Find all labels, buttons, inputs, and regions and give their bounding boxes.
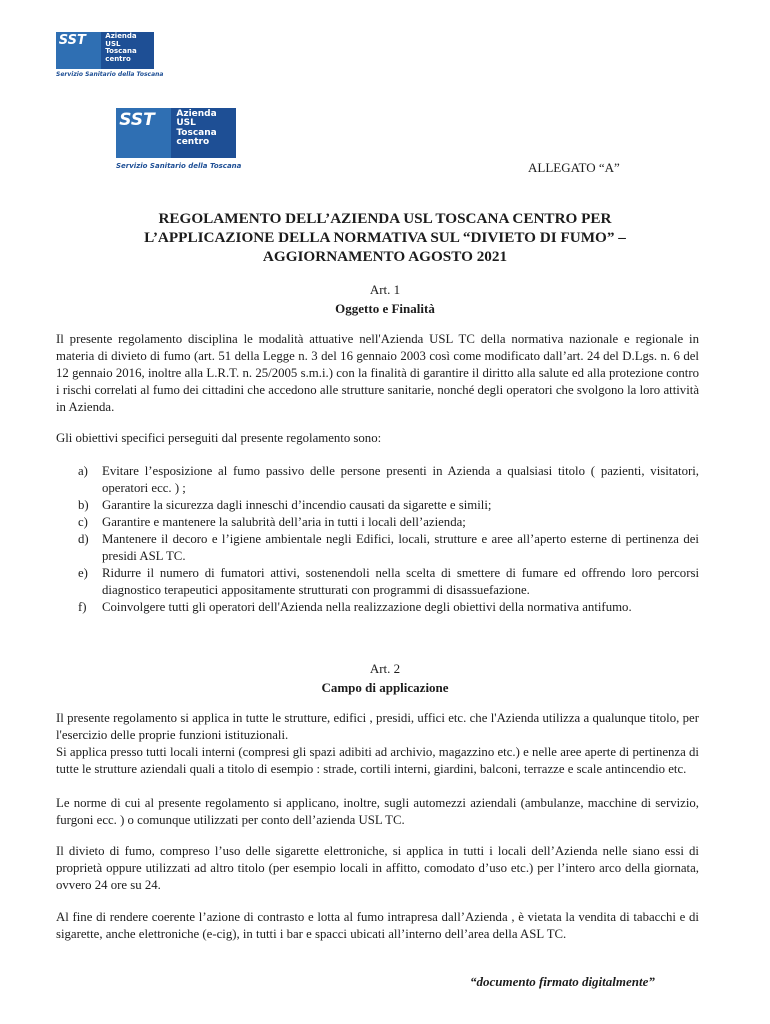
logo-tagline: Servizio Sanitario della Toscana bbox=[116, 162, 242, 170]
objectives-lead: Gli obiettivi specifici perseguiti dal presente regolamento sono: bbox=[56, 431, 382, 445]
objective-item: Evitare l’esposizione al fumo passivo delle persone presenti in Azienda a qualsiasi titolo ( pazienti, visitatori, operatori ecc. ) ; bbox=[102, 464, 699, 495]
objective-item: Coinvolgere tutti gli operatori dell'Azienda nella realizzazione degli obiettivi della normativa antifumo. bbox=[102, 600, 632, 614]
art2-heading: Campo di applicazione bbox=[321, 680, 449, 695]
art2-paragraph-3: Le norme di cui al presente regolamento si applicano, inoltre, sugli automezzi aziendali (ambulanze, macchine di servizio, furgoni ecc. ) o comunque utilizzati per conto dell’azienda USL TC. bbox=[56, 796, 699, 827]
digital-signature-note: “documento firmato digitalmente” bbox=[470, 974, 655, 989]
art1-intro: Il presente regolamento disciplina le modalità attuative nell'Azienda USL TC della normativa nazionale e regionale in materia di divieto di fumo (art. 51 della Legge n. 3 del 16 gennaio 2003 così come modificato dall’art. 24 del D.Lgs. n. 6 del 12 gennaio 2016, inoltre alla L.R.T. n. 25/2005 s.m.i.) con la finalità di garantire il diritto alla salute ed alla protezione contro i rischi correlati al fumo dei cittadini che accedono alle strutture sanitarie, nonché degli operatori che svolgono la loro attività in Azienda. bbox=[56, 332, 699, 414]
title-line: REGOLAMENTO DELL’AZIENDA USL TOSCANA CENTRO PER bbox=[158, 210, 612, 227]
art2-paragraph-2: Si applica presso tutti locali interni (compresi gli spazi adibiti ad archivio, magazzino etc.) e nelle aree aperte di pertinenza di tutte le strutture aziendali quali a titolo di esempio : strade, cortili interni, giardini, balconi, terrazze e scale antincendio etc. bbox=[56, 745, 699, 776]
logo-main bbox=[116, 108, 242, 170]
objective-item: Ridurre il numero di fumatori attivi, sostenendoli nella scelta di smettere di fumare ed offrendo loro percorsi diagnostico terapeutici appositamente strutturati con programmi di disassuefazione. bbox=[102, 566, 699, 597]
art2-paragraph-5: Al fine di rendere coerente l’azione di contrasto e lotta al fumo intrapresa dall’Azienda , è vietata la vendita di tabacchi e di sigarette, anche elettroniche (e-cig), in tutti i bar e spacci ubicati all’interno dell’area della ASL TC. bbox=[56, 910, 699, 941]
allegato-label: ALLEGATO “A” bbox=[528, 160, 620, 175]
title-line: L’APPLICAZIONE DELLA NORMATIVA SUL “DIVIETO DI FUMO” – bbox=[144, 229, 626, 246]
objective-letter: a) bbox=[78, 464, 88, 478]
logo-line: USL bbox=[105, 39, 121, 48]
art1-heading: Oggetto e Finalità bbox=[335, 301, 435, 316]
objective-letter: c) bbox=[78, 515, 88, 529]
logo-sst-block bbox=[116, 108, 171, 158]
logo-azienda-block bbox=[101, 32, 154, 69]
objective-item: Mantenere il decoro e l’igiene ambientale negli Edifici, locali, strutture e aree all’aperto esterne di pertinenza dei presidi ASL TC. bbox=[102, 532, 699, 563]
logo-line: Toscana bbox=[176, 127, 217, 138]
art2-number: Art. 2 bbox=[369, 661, 401, 676]
logo-line: centro bbox=[105, 54, 131, 63]
logo-line: Azienda bbox=[105, 32, 137, 41]
art1-number: Art. 1 bbox=[369, 282, 401, 297]
logo-sst-text: SST bbox=[119, 109, 155, 130]
logo-line: USL bbox=[176, 118, 196, 129]
document-title bbox=[60, 209, 710, 266]
logo-sst-block bbox=[56, 32, 101, 69]
logo-sst-text: SST bbox=[58, 33, 86, 49]
logo-azienda-block bbox=[171, 108, 236, 158]
title-line: AGGIORNAMENTO AGOSTO 2021 bbox=[262, 248, 508, 265]
objective-item: Garantire e mantenere la salubrità dell’aria in tutti i locali dell’azienda; bbox=[102, 515, 466, 529]
logo-line: Azienda bbox=[176, 108, 217, 119]
objective-letter: d) bbox=[78, 532, 89, 546]
objective-item: Garantire la sicurezza dagli inneschi d’incendio causati da sigarette e simili; bbox=[102, 498, 492, 512]
objective-letter: b) bbox=[78, 498, 89, 512]
art2-paragraph-1: Il presente regolamento si applica in tutte le strutture, edifici , presidi, uffici etc. che l'Azienda utilizza a qualunque titolo, per l'esercizio delle proprie funzioni istituzionali. bbox=[56, 711, 699, 742]
logo-tagline: Servizio Sanitario della Toscana bbox=[56, 71, 164, 78]
objective-letter: e) bbox=[78, 566, 88, 580]
logo-line: centro bbox=[176, 137, 210, 148]
logo-small bbox=[56, 32, 164, 78]
objective-letter: f) bbox=[78, 600, 87, 614]
art2-paragraph-4: Il divieto di fumo, compreso l’uso delle sigarette elettroniche, si applica in tutti i locali dell’Azienda nelle siano essi di proprietà oppure utilizzati ad altro titolo (per esempio locali in affitto, comodato d’uso etc.) per l’intero arco della giornata, ovvero 24 ore su 24. bbox=[56, 844, 699, 892]
logo-line: Toscana bbox=[105, 47, 137, 56]
